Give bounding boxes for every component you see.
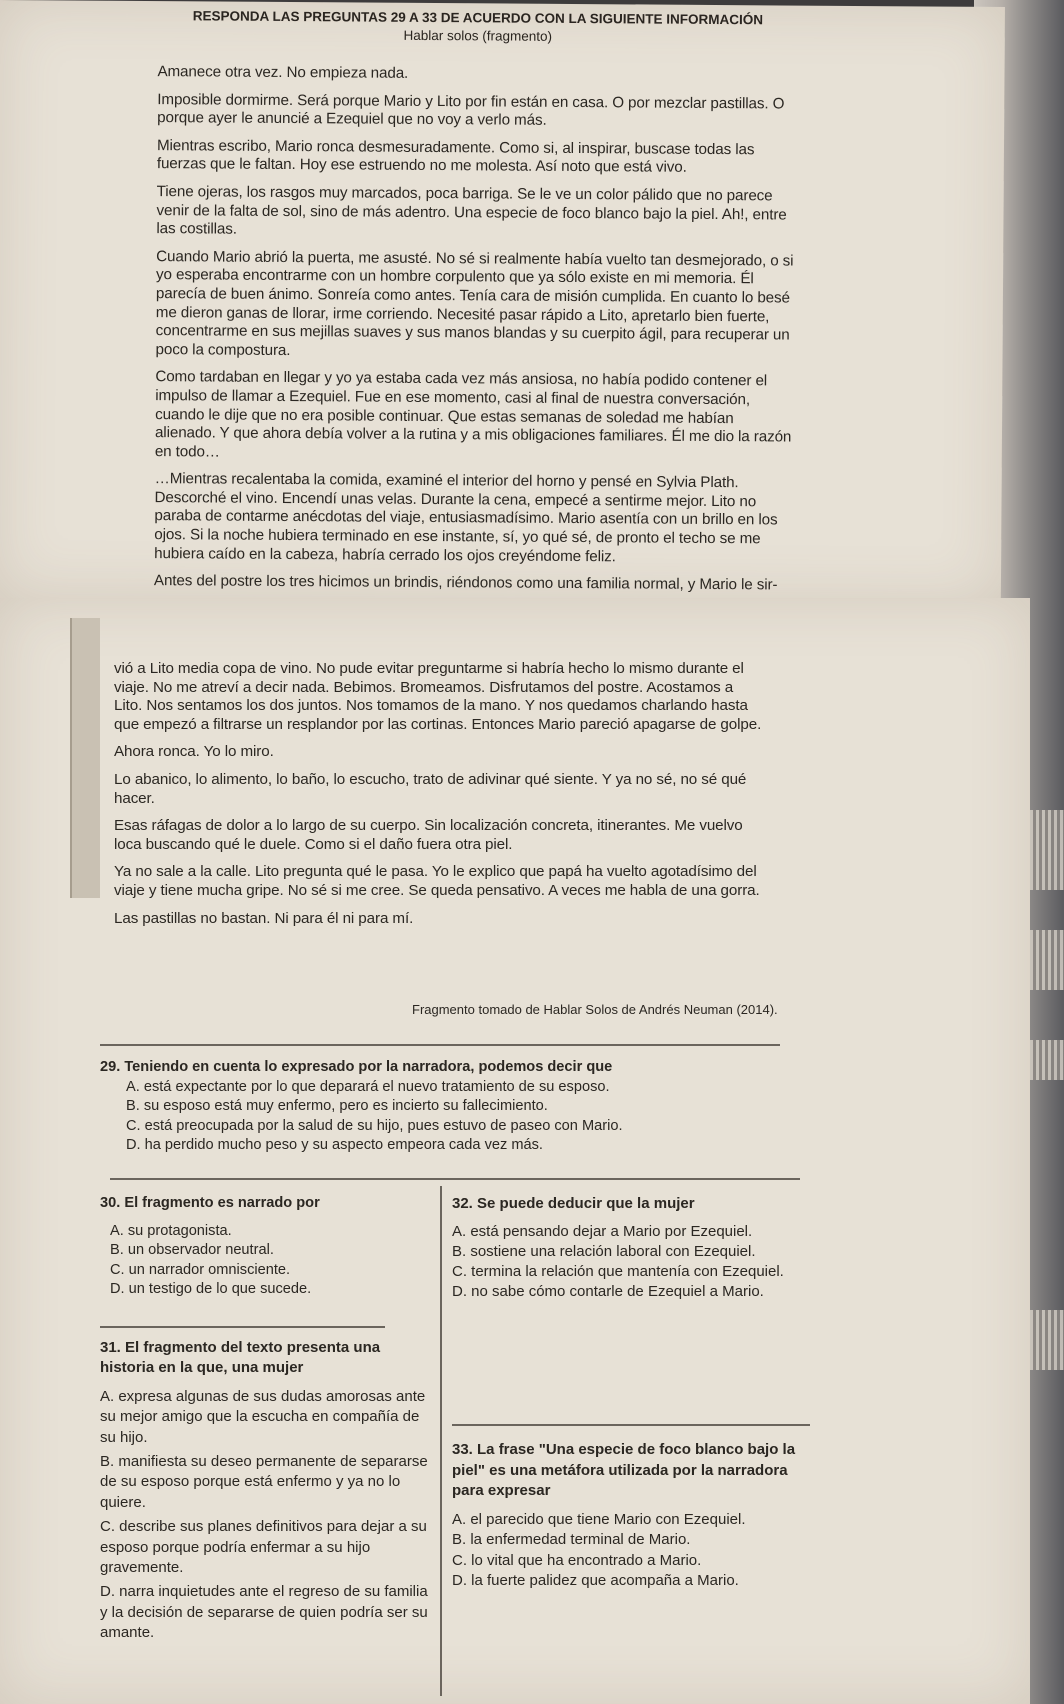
header	[158, 7, 798, 47]
question-stem: 32. Se puede deducir que la mujer	[452, 1195, 695, 1212]
page-top	[0, 0, 1005, 605]
option-d[interactable]: D. narra inquietudes ante el regreso de su familia y la decisión de separarse de quien podría ser su amante.	[100, 1583, 428, 1642]
paragraph: Mientras escribo, Mario ronca desmesuradamente. Como si, al inspirar, buscase todas las fuerzas que le faltan. Hoy ese estruendo no me molesta. Así noto que está vivo.	[156, 136, 755, 177]
option-d[interactable]: D. no sabe cómo contarle de Ezequiel a Mario.	[452, 1283, 764, 1300]
paragraph: …Mientras recalentaba la comida, examiné el interior del horno y pensé en Sylvia Plath. Descorché el vino. Encendí unas velas. Durante la cena, empecé a sentirme mejor. Lito no paraba de contarme anécdotas del viaje, entusiasmadísimo. Mario asentía con un brillo en los ojos. Si la noche hubiera terminado en ese instante, sí, yo qué sé, de pronto el techo se me hubiera caído en la cabeza, habría cerrado los ojos creyéndome feliz.	[154, 470, 778, 565]
paragraph: Esas ráfagas de dolor a lo largo de su cuerpo. Sin localización concreta, itinerantes. Me vuelvo loca buscando qué le duele. Como si el daño fuera otra piel.	[114, 817, 743, 853]
paragraph: Ahora ronca. Yo lo miro.	[114, 743, 274, 761]
option-c[interactable]: C. está preocupada por la salud de su hijo, pues estuvo de paseo con Mario.	[126, 1117, 623, 1134]
option-a[interactable]: A. expresa algunas de sus dudas amorosas ante su mejor amigo que la escucha en compañía de su hijo.	[100, 1387, 426, 1446]
option-c[interactable]: C. termina la relación que mantenía con Ezequiel.	[452, 1263, 784, 1280]
option-c[interactable]: C. lo vital que ha encontrado a Mario.	[452, 1551, 702, 1569]
paragraph: Antes del postre los tres hicimos un brindis, riéndonos como una familia normal, y Mario le sir-	[153, 572, 778, 594]
option-b[interactable]: B. un observador neutral.	[110, 1242, 274, 1258]
option-d[interactable]: D. un testigo de lo que sucede.	[110, 1281, 312, 1297]
divider	[110, 1178, 800, 1180]
option-a[interactable]: A. el parecido que tiene Mario con Ezequiel.	[452, 1510, 746, 1528]
paragraph: vió a Lito media copa de vino. No pude evitar preguntarme si habría hecho lo mismo durante el viaje. No me atreví a decir nada. Bebimos. Bromeamos. Disfrutamos del postre. Acostamos a Lito. Nos sentamos los dos juntos. Nos tomamos de la mano. Y nos quedamos charlando hasta que empezó a filtrarse un resplandor por las cortinas. Entonces Mario pareció apagarse de golpe.	[114, 660, 762, 733]
question-29	[100, 1058, 790, 1156]
paragraph: Lo abanico, lo alimento, lo baño, lo escucho, trato de adivinar qué siente. Y ya no sé, no sé qué hacer.	[114, 770, 747, 807]
page-title: RESPONDA LAS PREGUNTAS 29 A 33 DE ACUERDO CON LA SIGUIENTE INFORMACIÓN	[192, 8, 764, 28]
binder-mark	[70, 618, 100, 898]
question-31	[100, 1338, 430, 1644]
question-stem: 29. Teniendo en cuenta lo expresado por la narradora, podemos decir que	[100, 1059, 613, 1075]
question-30	[100, 1194, 430, 1300]
option-b[interactable]: B. su esposo está muy enfermo, pero es incierto su fallecimiento.	[126, 1098, 548, 1114]
divider	[452, 1424, 810, 1426]
option-d[interactable]: D. la fuerte palidez que acompaña a Mario.	[452, 1572, 739, 1589]
option-b[interactable]: B. manifiesta su deseo permanente de separarse de su esposo porque está enfermo y ya no lo quiere.	[100, 1453, 428, 1511]
option-b[interactable]: B. la enfermedad terminal de Mario.	[452, 1531, 691, 1548]
option-a[interactable]: A. está expectante por lo que deparará el nuevo tratamiento de su esposo.	[126, 1078, 610, 1095]
option-c[interactable]: C. un narrador omnisciente.	[110, 1261, 291, 1278]
page-subtitle: Hablar solos (fragmento)	[403, 27, 553, 44]
question-32	[452, 1194, 812, 1302]
paragraph: Como tardaban en llegar y yo ya estaba cada vez más ansiosa, no había podido contener el impulso de llamar a Ezequiel. Fue en ese momento, casi al final de nuestra conversación, cuando le dije que no era posible continuar. Que estas semanas de soledad me habían alienado. Y que ahora debía volver a la rutina y a mis obligaciones familiares. Él me dio la razón en todo…	[154, 368, 792, 461]
passage-bottom	[114, 660, 764, 937]
paragraph: Imposible dormirme. Será porque Mario y Lito por fin están en casa. O por mezclar pastillas. O porque ayer le anuncié a Ezequiel que no voy a verlo más.	[157, 90, 785, 130]
paragraph: Cuando Mario abrió la puerta, me asusté. No sé si realmente había vuelto tan desmejorado, o si yo esperaba encontrarme con un hombre corpulento que ya sólo existe en mi memoria. Él parecía de buen ánimo. Sonreía como antes. Tenía cara de misión cumplida. En cuanto lo besé me dieron ganas de llorar, irme corriendo. Necesité pasar rápido a Lito, apretarlo bien fuerte, concentrarme en sus mejillas suaves y sus manos blandas y su cuerpito ágil, para recuperar un poco la compostura.	[155, 247, 794, 359]
question-stem: 31. El fragmento del texto presenta una historia en la que, una mujer	[100, 1339, 381, 1377]
question-stem: 30. El fragmento es narrado por	[100, 1195, 320, 1211]
paragraph: Las pastillas no bastan. Ni para él ni para mí.	[114, 909, 414, 927]
option-a[interactable]: A. su protagonista.	[110, 1222, 232, 1239]
paragraph: Amanece otra vez. No empieza nada.	[157, 63, 409, 82]
divider	[100, 1044, 780, 1046]
divider	[100, 1326, 385, 1328]
question-33	[452, 1440, 812, 1592]
option-c[interactable]: C. describe sus planes definitivos para dejar a su esposo porque podría enfermar a su hijo gravemente.	[100, 1518, 427, 1577]
option-a[interactable]: A. está pensando dejar a Mario por Ezequiel.	[452, 1223, 753, 1240]
paragraph: Ya no sale a la calle. Lito pregunta qué le pasa. Yo le explico que papá ha vuelto agotadísimo del viaje y tiene mucha gripe. No sé si me cree. Se queda pensativo. A veces me habla de una gorra.	[114, 863, 760, 899]
question-stem: 33. La frase "Una especie de foco blanco bajo la piel" es una metáfora utilizada por la narradora para expresar	[452, 1441, 796, 1499]
option-b[interactable]: B. sostiene una relación laboral con Ezequiel.	[452, 1243, 756, 1260]
paragraph: Tiene ojeras, los rasgos muy marcados, poca barriga. Se le ve un color pálido que no parece venir de la falta de sol, sino de más adentro. Una especie de foco blanco bajo la piel. Ah!, entre las costillas.	[156, 183, 787, 238]
passage-top	[154, 63, 798, 604]
source-citation: Fragmento tomado de Hablar Solos de Andrés Neuman (2014).	[412, 1002, 778, 1017]
option-d[interactable]: D. ha perdido mucho peso y su aspecto empeora cada vez más.	[126, 1137, 543, 1153]
column-divider	[440, 1186, 442, 1696]
